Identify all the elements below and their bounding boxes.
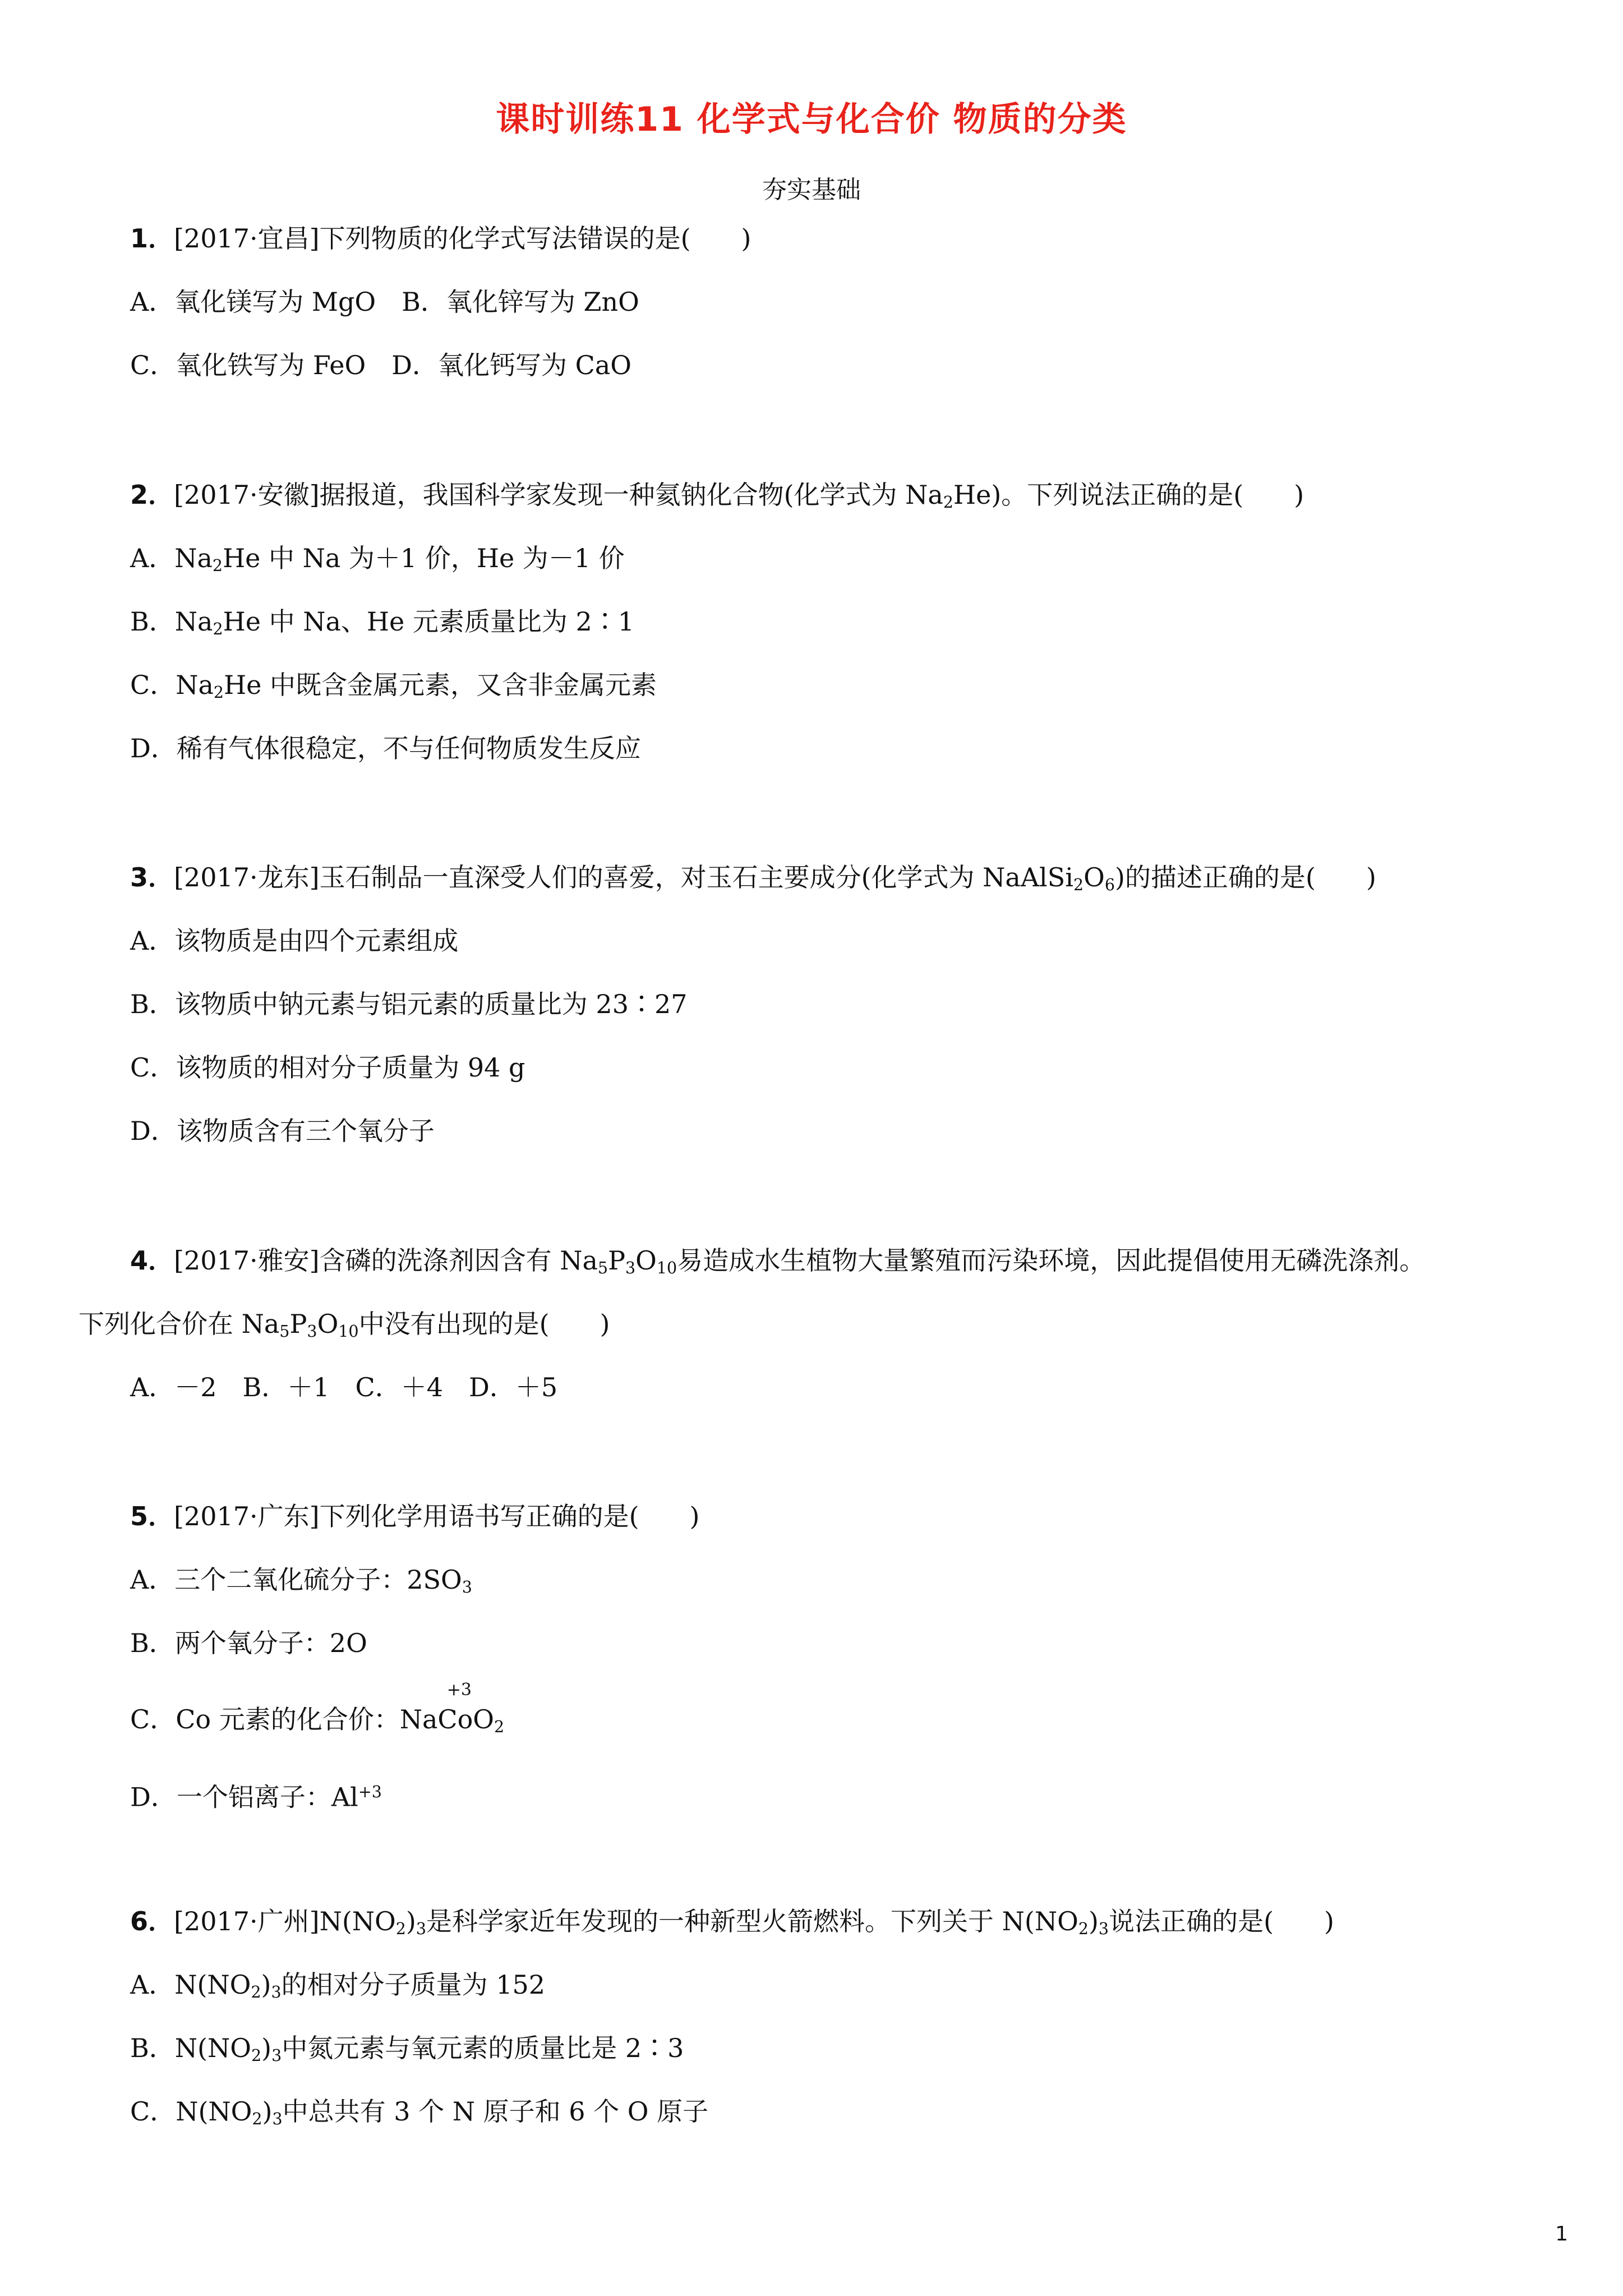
question-1-options-ab: A．氧化镁写为 MgO B．氧化锌写为 ZnO xyxy=(130,287,639,317)
question-3-option-c: C．该物质的相对分子质量为 94 g xyxy=(130,1052,525,1083)
page-title: 课时训练11 化学式与化合价 物质的分类 xyxy=(496,100,1127,139)
question-6-stem: 6．[2017·广州]$N(NO_2)_3$是科学家近年发现的一种新型火箭燃料。下列关于 $N(NO_2)_3$说法正确的是( ) xyxy=(130,1906,1334,1939)
question-4-options: A．－2 B．＋1 C．＋4 D．＋5 xyxy=(130,1372,558,1402)
page-number: 1 xyxy=(1555,2223,1568,2246)
question-2-option-d: D．稀有气体很稳定，不与任何物质发生反应 xyxy=(130,733,641,763)
question-5-option-a: A．三个二氧化硫分子：$2SO_3$ xyxy=(130,1565,472,1597)
question-6-option-a: A．$N(NO_2)_3$的相对分子质量为 152 xyxy=(130,1970,546,2002)
question-6-option-b: B．$N(NO_2)_3$中氮元素与氧元素的质量比是 2∶3 xyxy=(130,2033,684,2065)
question-2-option-c: C．$Na_2He$ 中既含金属元素，又含非金属元素 xyxy=(130,670,657,702)
question-2-option-b: B．$Na_2He$ 中 Na、He 元素质量比为 2∶1 xyxy=(130,606,635,639)
question-2-stem: 2．[2017·安徽]据报道，我国科学家发现一种氦钠化合物(化学式为 $Na_2He$)。下列说法正确的是( ) xyxy=(130,480,1304,512)
question-3-option-a: A．该物质是由四个元素组成 xyxy=(130,926,459,956)
question-3-option-d: D．该物质含有三个氧分子 xyxy=(130,1116,435,1146)
question-4-stem-line-2: 下列化合价在 $Na_5P_3O_{10}$中没有出现的是( ) xyxy=(79,1309,610,1341)
section-heading: 夯实基础 xyxy=(762,176,861,204)
question-5-option-c: C．Co 元素的化合价： +3 NaCoO$_2$ xyxy=(130,1703,504,1744)
question-4-stem-line-1: 4．[2017·雅安]含磷的洗涤剂因含有 $Na_5P_3O_{10}$易造成水生植物大量繁殖而污染环境，因此提倡使用无磷洗涤剂。 xyxy=(130,1245,1426,1278)
question-5-option-b: B．两个氧分子：2O xyxy=(130,1628,367,1658)
question-1-stem: 1．[2017·宜昌]下列物质的化学式写法错误的是( ) xyxy=(130,223,751,254)
question-3-option-b: B．该物质中钠元素与铝元素的质量比为 23∶27 xyxy=(130,989,688,1019)
question-3-stem: 3．[2017·龙东]玉石制品一直深受人们的喜爱，对玉石主要成分(化学式为 $NaAlSi_2O_6$)的描述正确的是( ) xyxy=(130,862,1376,895)
question-1-options-cd: C．氧化铁写为 FeO D．氧化钙写为 CaO xyxy=(130,350,631,380)
question-5-stem: 5．[2017·广东]下列化学用语书写正确的是( ) xyxy=(130,1501,700,1531)
question-2-option-a: A．$Na_2He$ 中 Na 为＋1 价，He 为－1 价 xyxy=(130,543,625,576)
question-6-option-c: C．$N(NO_2)_3$中总共有 3 个 N 原子和 6 个 O 原子 xyxy=(130,2096,709,2129)
valence-mark: +3 xyxy=(446,1680,472,1700)
question-5-option-d: D．一个铝离子：$Al^{+3}$ xyxy=(130,1782,382,1812)
